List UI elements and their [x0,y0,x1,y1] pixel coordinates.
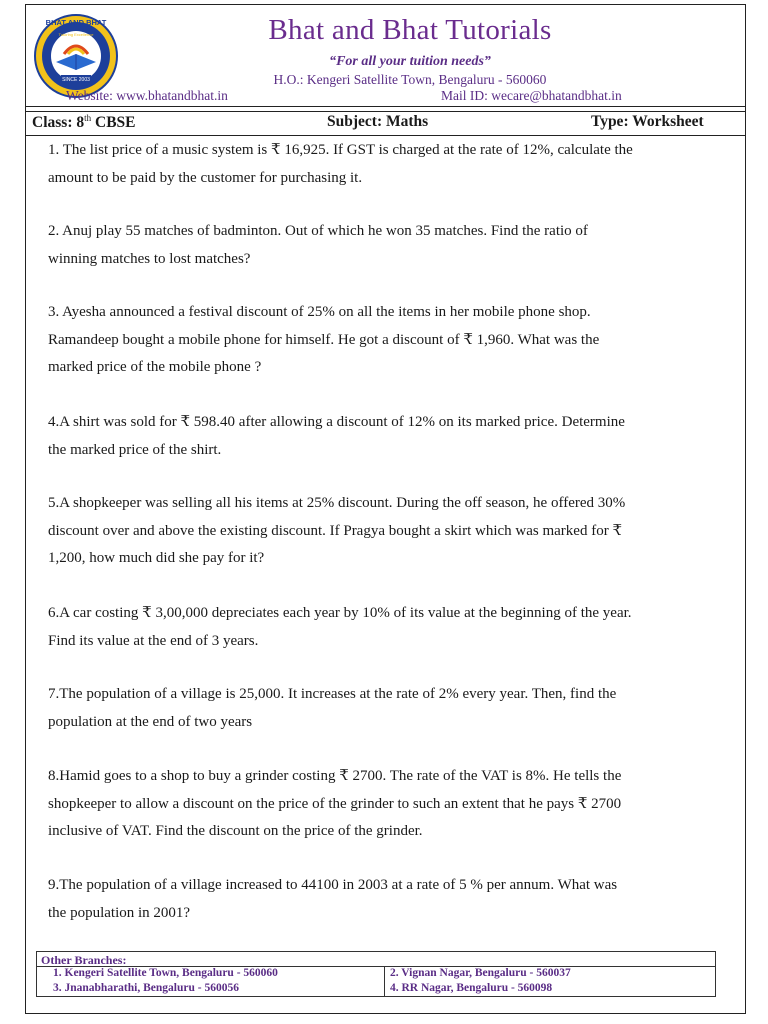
question-3: 3. Ayesha announced a festival discount of 25% on all the items in her mobile phone shop. Ramandeep bought a mobile phone for himself. He got a discount of ₹ 1,960. What was the marked price of the mobile phone ? [48,304,600,375]
branch-item: 1. Kengeri Satellite Town, Bengaluru - 560060 [53,967,278,979]
logo-ring-text: Tutoring Excellence [58,32,94,37]
header-divider [25,106,746,107]
branch-item: 3. Jnanabharathi, Bengaluru - 560056 [53,982,239,994]
type-label: Type: Worksheet [591,113,704,130]
question-1: 1. The list price of a music system is ₹ 16,925. If GST is charged at the rate of 12%, calculate the amount to be paid by the customer for purchasing it. [48,142,633,186]
subject-label: Subject: Maths [327,113,429,130]
other-branches-box [36,951,716,997]
branches-heading: Other Branches: [41,953,127,967]
mail-id[interactable]: Mail ID: wecare@bhatandbhat.in [441,88,622,103]
logo-since-text: SINCE 2003 [62,77,90,83]
website-link[interactable]: Website: www.bhatandbhat.in [66,88,228,103]
logo-top-text: BHAT AND BHAT [45,18,107,27]
tagline: “For all your tuition needs” [329,54,491,69]
question-7: 7.The population of a village is 25,000. It increases at the rate of 2% every year. Then, find the population at the end of two years [48,686,617,730]
question-4: 4.A shirt was sold for ₹ 598.40 after allowing a discount of 12% on its marked price. Determine the marked price of the shirt. [48,414,625,458]
branches-column-divider [384,966,385,996]
class-label: Class: 8th CBSE [32,113,136,132]
branch-item: 4. RR Nagar, Bengaluru - 560098 [390,982,553,994]
header-divider-2 [25,111,746,112]
question-8: 8.Hamid goes to a shop to buy a grinder costing ₹ 2700. The rate of the VAT is 8%. He tells the shopkeeper to allow a discount on the price of the grinder to such an extent that he pays ₹ 2700 inclusive of VAT. Find the discount on the price of the grinder. [48,768,622,839]
question-9: 9.The population of a village increased to 44100 in 2003 at a rate of 5 % per annum. What was the population in 2001? [48,877,618,921]
bhat-and-bhat-logo [34,14,118,98]
page-title: Bhat and Bhat Tutorials [268,14,552,46]
head-office-address: H.O.: Kengeri Satellite Town, Bengaluru - 560060 [273,72,547,87]
meta-divider [25,135,746,136]
branch-item: 2. Vignan Nagar, Bengaluru - 560037 [390,967,571,979]
question-2: 2. Anuj play 55 matches of badminton. Out of which he won 35 matches. Find the ratio of winning matches to lost matches? [48,223,588,267]
question-5: 5.A shopkeeper was selling all his items at 25% discount. During the off season, he offered 30% discount over and above the existing discount. If Pragya bought a skirt which was marked for ₹ 1,200, how much did she pay for it? [48,495,626,566]
question-6: 6.A car costing ₹ 3,00,000 depreciates each year by 10% of its value at the beginning of the year. Find its value at the end of 3 years. [48,605,632,649]
